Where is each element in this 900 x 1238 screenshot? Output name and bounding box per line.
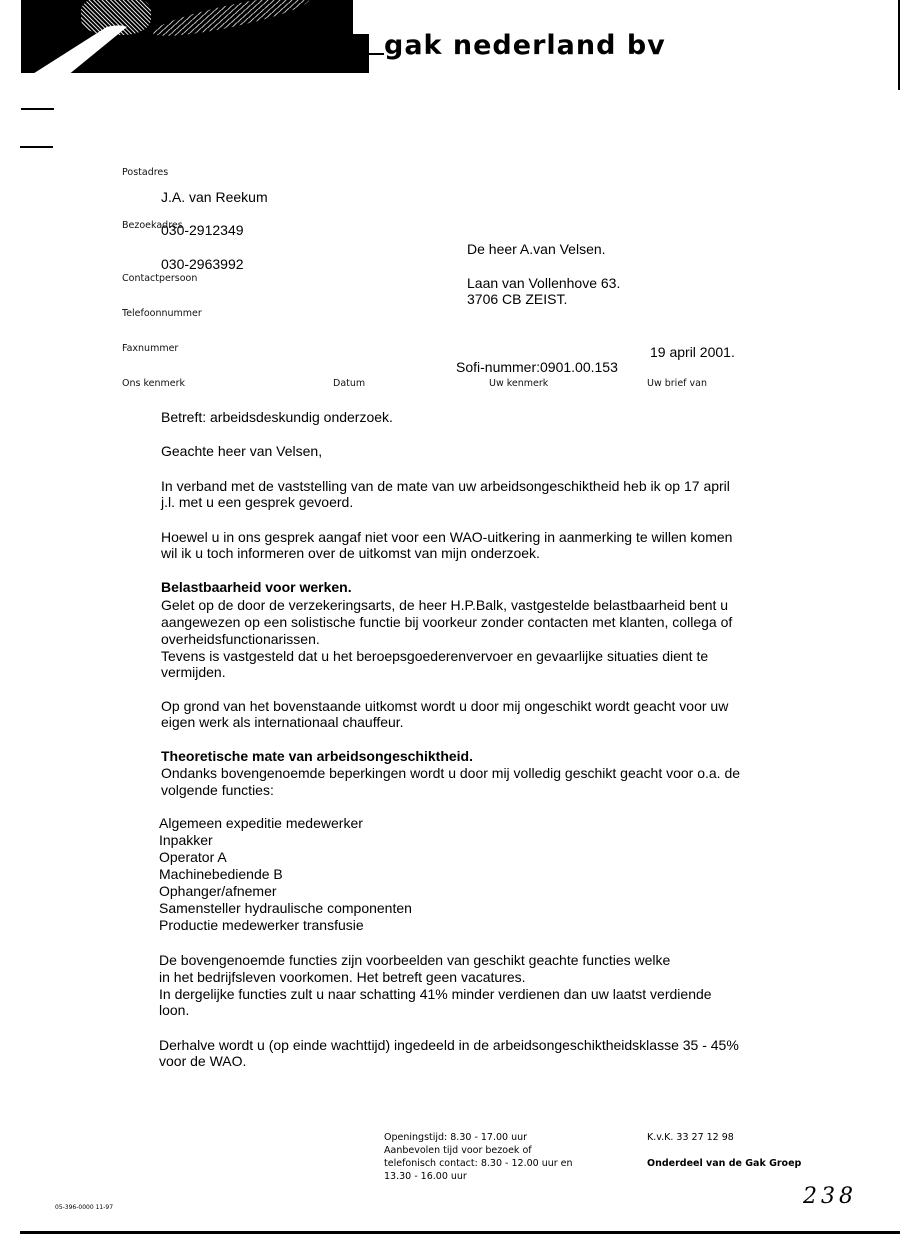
footer-kvk: K.v.K. 33 27 12 98 — [647, 1132, 734, 1143]
label-telefoonnummer: Telefoonnummer — [122, 308, 202, 319]
logo-connector — [368, 53, 384, 55]
footer-hours-line: telefonisch contact: 8.30 - 12.00 uur en — [384, 1158, 573, 1169]
sofi-number: Sofi-nummer:0901.00.153 — [456, 359, 618, 375]
fax-number: 030-2963992 — [161, 256, 244, 272]
recipient-name: De heer A.van Velsen. — [467, 241, 606, 257]
fold-mark-top — [21, 108, 54, 110]
paragraph-5-line-2: voor de WAO. — [159, 1053, 247, 1069]
paragraph-3-line-2: eigen werk als internationaal chauffeur. — [161, 714, 404, 730]
paragraph-2-line-2: wil ik u toch informeren over de uitkomst van mijn onderzoek. — [161, 545, 540, 561]
paragraph-3-line-1: Op grond van het bovenstaande uitkomst wordt u door mij ongeschikt wordt geacht voor uw — [161, 698, 729, 714]
letterhead-photo — [21, 0, 369, 73]
scan-bottom-edge — [20, 1231, 900, 1234]
letter-date: 19 april 2001. — [650, 344, 735, 360]
recipient-city: 3706 CB ZEIST. — [467, 291, 568, 307]
footer-hours-line: Openingstijd: 8.30 - 17.00 uur — [384, 1132, 528, 1143]
subject-line: Betreft: arbeidsdeskundig onderzoek. — [161, 409, 393, 425]
paragraph-5-line-1: Derhalve wordt u (op einde wachttijd) ingedeeld in de arbeidsongeschiktheidsklasse 35 - 45% — [159, 1037, 739, 1053]
phone-number: 030-2912349 — [161, 222, 244, 238]
paragraph-1-line-2: j.l. met u een gesprek gevoerd. — [161, 494, 354, 510]
gak-logo-icon — [350, 35, 368, 72]
brand-name: gak nederland bv — [384, 30, 666, 61]
paragraph-4-line-4: loon. — [159, 1002, 190, 1018]
salutation: Geachte heer van Velsen, — [161, 443, 323, 459]
function-item: Ophanger/afnemer — [159, 883, 277, 899]
footer-group: Onderdeel van de Gak Groep — [647, 1158, 802, 1169]
form-code: 05-396-0000 11-97 — [55, 1204, 114, 1211]
section1-line-2: aangewezen op een solistische functie bij voorkeur zonder contacten met klanten, collega of — [161, 614, 733, 630]
footer-hours — [384, 1131, 573, 1183]
section1-line-4: Tevens is vastgesteld dat u het beroepsgoederenvervoer en gevaarlijke situaties dient te — [161, 648, 709, 664]
function-item: Machinebediende B — [159, 866, 283, 882]
paragraph-2-line-1: Hoewel u in ons gesprek aangaf niet voor een WAO-uitkering in aanmerking te willen komen — [161, 529, 733, 545]
function-item: Algemeen expeditie medewerker — [159, 815, 363, 831]
section2-line-1: Ondanks bovengenoemde beperkingen wordt u door mij volledig geschikt geacht voor o.a. de — [161, 765, 741, 781]
fold-mark-bottom — [20, 146, 53, 148]
footer-hours-line: 13.30 - 16.00 uur — [384, 1171, 467, 1182]
label-bezoekadres: Bezoekadres — [122, 220, 183, 231]
function-item: Productie medewerker transfusie — [159, 917, 364, 933]
section1-line-3: overheidsfunctionarissen. — [161, 631, 320, 647]
section2-line-2: volgende functies: — [161, 782, 274, 798]
label-datum: Datum — [333, 378, 366, 389]
label-uw-brief-van: Uw brief van — [647, 378, 707, 389]
section-heading-theoretische-mate: Theoretische mate van arbeidsongeschiktheid. — [161, 748, 473, 764]
function-item: Inpakker — [159, 832, 213, 848]
paragraph-1-line-1: In verband met de vaststelling van de mate van uw arbeidsongeschiktheid heb ik op 17 april — [161, 478, 730, 494]
label-uw-kenmerk: Uw kenmerk — [489, 378, 549, 389]
function-item: Samensteller hydraulische componenten — [159, 900, 412, 916]
section1-line-1: Gelet op de door de verzekeringsarts, de heer H.P.Balk, vastgestelde belastbaarheid bent u — [161, 597, 729, 613]
section1-line-5: vermijden. — [161, 664, 226, 680]
label-contactpersoon: Contactpersoon — [122, 273, 198, 284]
footer-hours-line: Aanbevolen tijd voor bezoek of — [384, 1145, 532, 1156]
contact-name: J.A. van Reekum — [161, 189, 268, 205]
recipient-street: Laan van Vollenhove 63. — [467, 275, 621, 291]
paragraph-4-line-3: In dergelijke functies zult u naar schatting 41% minder verdienen dan uw laatst verdiende — [159, 986, 712, 1002]
paragraph-4-line-1: De bovengenoemde functies zijn voorbeelden van geschikt geachte functies welke — [159, 952, 671, 968]
label-ons-kenmerk: Ons kenmerk — [122, 378, 186, 389]
handwritten-page-number: 238 — [803, 1184, 857, 1209]
function-item: Operator A — [159, 849, 227, 865]
paragraph-4-line-2: in het bedrijfsleven voorkomen. Het betreft geen vacatures. — [159, 969, 526, 985]
section-heading-belastbaarheid: Belastbaarheid voor werken. — [161, 579, 352, 595]
label-faxnummer: Faxnummer — [122, 343, 179, 354]
label-postadres: Postadres — [122, 167, 169, 178]
